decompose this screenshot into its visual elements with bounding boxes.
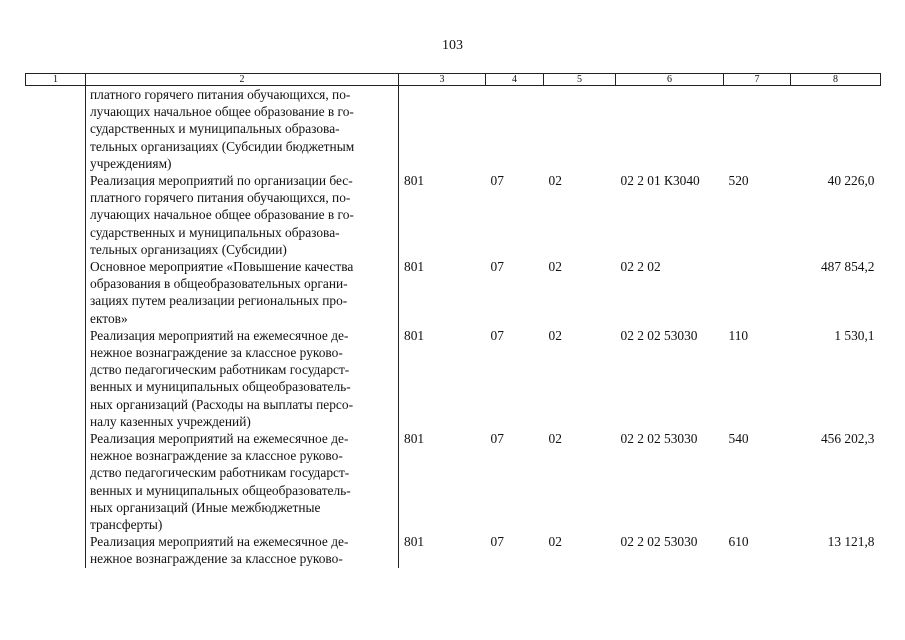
target-article-cell: 02 2 01 К3040 [620,173,700,189]
expense-type-cell [724,86,791,173]
item-name-line: Основное мероприятие «Повышение качества [90,259,354,275]
item-name-cell [86,86,399,173]
item-name-line: лучающих начальное общее образование в го- [90,207,354,223]
table-row [26,327,881,430]
row-number-cell [26,172,86,258]
grbs-cell: 801 [404,431,425,447]
subsection-cell: 02 [548,431,562,447]
row-number-cell [26,258,86,327]
item-name-line: венных и муниципальных общеобразователь- [90,379,351,395]
item-name-line: ектов» [90,310,128,326]
item-name-line: тельных организациях (Субсидии бюджетным [90,138,355,154]
item-name-line: ных организаций (Иные межбюджетные [90,499,321,515]
amount-cell: 1 530,1 [834,327,875,343]
item-name-line: лучающих начальное общее образование в го- [90,104,354,120]
item-name-line: тельных организациях (Субсидии) [90,241,287,257]
target-article-cell [616,86,724,173]
grbs-cell: 801 [404,173,425,189]
subsection-cell: 02 [548,173,562,189]
item-name-line: дство педагогическим работникам государст- [90,362,350,378]
table-row [26,430,881,533]
item-name-line: Реализация мероприятий на ежемесячное де- [90,431,349,447]
item-name-line: сударственных и муниципальных образова- [90,224,340,240]
table-row [26,172,881,258]
target-article-cell: 02 2 02 [620,259,661,275]
header-col-1: 1 [26,74,86,86]
subsection-cell: 02 [548,534,562,550]
item-name-line: нежное вознаграждение за классное руково- [90,345,343,361]
item-name-line: ных организаций (Расходы на выплаты персо- [90,396,354,412]
item-name-line: сударственных и муниципальных образова- [90,121,340,137]
grbs-cell [399,86,486,173]
item-name-line: платного горячего питания обучающихся, по- [90,190,351,206]
header-col-6: 6 [616,74,724,86]
expense-type-cell: 110 [728,327,749,343]
header-col-8: 8 [791,74,881,86]
table-row [26,258,881,327]
section-cell [486,86,544,173]
item-name-line: Реализация мероприятий на ежемесячное де- [90,327,349,343]
item-name-line: зациях путем реализации региональных про- [90,293,348,309]
budget-table [25,73,881,568]
grbs-cell: 801 [404,534,425,550]
section-cell: 07 [490,431,504,447]
item-name-line: налу казенных учреждений) [90,413,251,429]
header-col-5: 5 [544,74,616,86]
item-name-cell [86,258,399,327]
item-name-cell [86,430,399,533]
subsection-cell: 02 [548,327,562,343]
item-name-line: венных и муниципальных общеобразователь- [90,482,351,498]
target-article-cell: 02 2 02 53030 [620,534,698,550]
item-name-line: платного горячего питания обучающихся, по- [90,87,351,102]
section-cell: 07 [490,259,504,275]
subsection-cell: 02 [548,259,562,275]
item-name-cell [86,327,399,430]
item-name-line: дство педагогическим работникам государст- [90,465,350,481]
header-row [26,74,881,86]
row-number-cell [26,86,86,173]
amount-cell: 13 121,8 [827,534,875,550]
item-name-line: учреждениям) [90,155,172,171]
grbs-cell: 801 [404,327,425,343]
expense-type-cell: 610 [728,534,749,550]
item-name-line: нежное вознаграждение за классное руково- [90,448,343,464]
section-cell: 07 [490,534,504,550]
table-row [26,86,881,173]
item-name-line: образования в общеобразовательных органи- [90,276,348,292]
row-number-cell [26,430,86,533]
row-number-cell [26,533,86,567]
item-name-cell [86,533,399,567]
grbs-cell: 801 [404,259,425,275]
expense-type-cell: 520 [728,173,749,189]
table-row [26,533,881,567]
row-number-cell [26,327,86,430]
item-name-line: трансферты) [90,517,163,533]
header-col-4: 4 [486,74,544,86]
amount-cell: 40 226,0 [827,173,875,189]
page-number: 103 [442,38,463,53]
header-col-2: 2 [86,74,399,86]
expense-type-cell [724,258,791,327]
target-article-cell: 02 2 02 53030 [620,327,698,343]
item-name-line: Реализация мероприятий по организации бес- [90,173,353,189]
target-article-cell: 02 2 02 53030 [620,431,698,447]
amount-cell: 456 202,3 [820,431,875,447]
item-name-line: Реализация мероприятий на ежемесячное де- [90,534,349,550]
header-col-3: 3 [399,74,486,86]
header-col-7: 7 [724,74,791,86]
amount-cell [791,86,881,173]
table-body [26,86,881,568]
item-name-line: нежное вознаграждение за классное руково- [90,551,343,567]
section-cell: 07 [490,327,504,343]
section-cell: 07 [490,173,504,189]
item-name-cell [86,172,399,258]
amount-cell: 487 854,2 [820,259,875,275]
subsection-cell [544,86,616,173]
expense-type-cell: 540 [728,431,749,447]
